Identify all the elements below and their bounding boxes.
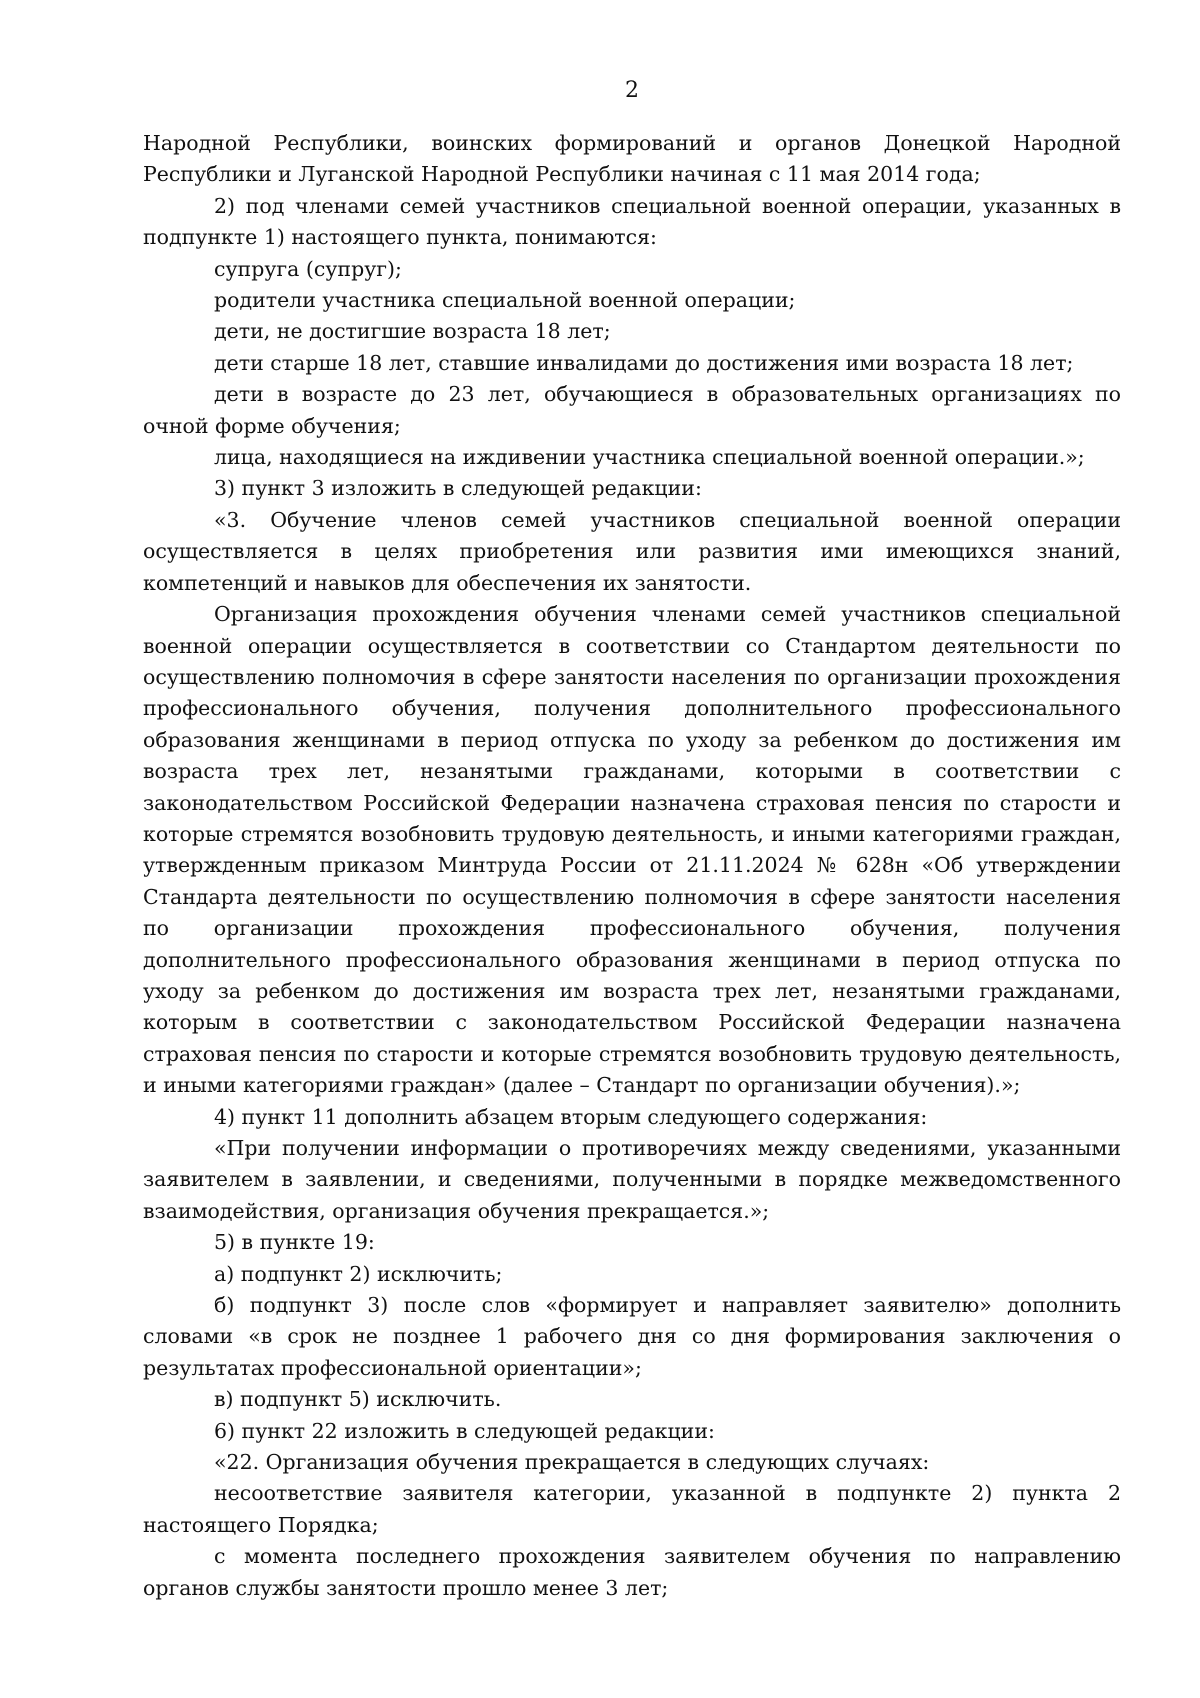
paragraph: лица, находящиеся на иждивении участника специальной военной операции.»;	[214, 445, 1085, 470]
paragraph: Организация прохождения обучения членами семей участников специальной военной операции осуществляется в соответствии со Стандартом деятельности по осуществлению полномочия в сфере занятости населения по организации прохождения профессионального обучения, получения дополнительного профессионального образования женщинами в период отпуска по уходу за ребенком до достижения им возраста трех лет, незанятыми гражданами, которыми в соответствии с законодательством Российской Федерации назначена страховая пенсия по старости и которые стремятся возобновить трудовую деятельность, и иными категориями граждан, утвержденным приказом Минтруда России от 21.11.2024 № 628н «Об утверждении Стандарта деятельности по осуществлению полномочия в сфере занятости населения по организации прохождения профессионального обучения, получения дополнительного профессионального образования женщинами в период отпуска по уходу за ребенком до достижения им возраста трех лет, незанятыми гражданами, которым в соответствии с законодательством Российской Федерации назначена страховая пенсия по старости и которые стремятся возобновить трудовую деятельность, и иными категориями граждан» (далее – Стандарт по организации обучения).»;	[143, 602, 1121, 1098]
paragraph: дети, не достигшие возраста 18 лет;	[214, 319, 611, 344]
paragraph: а) подпункт 2) исключить;	[214, 1261, 503, 1286]
paragraph: 3) пункт 3 изложить в следующей редакции:	[214, 476, 702, 501]
paragraph: 6) пункт 22 изложить в следующей редакции:	[214, 1418, 715, 1443]
paragraph: б) подпункт 3) после слов «формирует и направляет заявителю» дополнить словами «в срок не позднее 1 рабочего дня со дня формирования заключения о результатах профессиональной ориентации»;	[143, 1293, 1121, 1380]
paragraph: дети старше 18 лет, ставшие инвалидами до достижения ими возраста 18 лет;	[214, 350, 1074, 375]
paragraph: «22. Организация обучения прекращается в следующих случаях:	[214, 1450, 930, 1475]
paragraph: родители участника специальной военной операции;	[214, 288, 796, 313]
document-body	[143, 128, 1121, 1604]
paragraph: несоответствие заявителя категории, указанной в подпункте 2) пункта 2 настоящего Порядка;	[143, 1481, 1121, 1537]
page-number: 2	[625, 78, 639, 103]
paragraph: 4) пункт 11 дополнить абзацем вторым следующего содержания:	[214, 1104, 928, 1129]
paragraph: Народной Республики, воинских формирований и органов Донецкой Народной Республики и Луганской Народной Республики начиная с 11 мая 2014 года;	[143, 131, 1121, 187]
paragraph: в) подпункт 5) исключить.	[214, 1387, 502, 1412]
paragraph: 2) под членами семей участников специальной военной операции, указанных в подпункте 1) настоящего пункта, понимаются:	[143, 193, 1121, 250]
paragraph: с момента последнего прохождения заявителем обучения по направлению органов службы занятости прошло менее 3 лет;	[143, 1544, 1121, 1600]
paragraph: 5) в пункте 19:	[214, 1230, 375, 1255]
paragraph: супруга (супруг);	[214, 256, 402, 281]
paragraph: дети в возрасте до 23 лет, обучающиеся в образовательных организациях по очной форме обучения;	[143, 382, 1121, 438]
paragraph: «3. Обучение членов семей участников специальной военной операции осуществляется в целях приобретения или развития ими имеющихся знаний, компетенций и навыков для обеспечения их занятости.	[143, 507, 1121, 595]
paragraph: «При получении информации о противоречиях между сведениями, указанными заявителем в заявлении, и сведениями, полученными в порядке межведомственного взаимодействия, организация обучения прекращается.»;	[143, 1136, 1121, 1223]
